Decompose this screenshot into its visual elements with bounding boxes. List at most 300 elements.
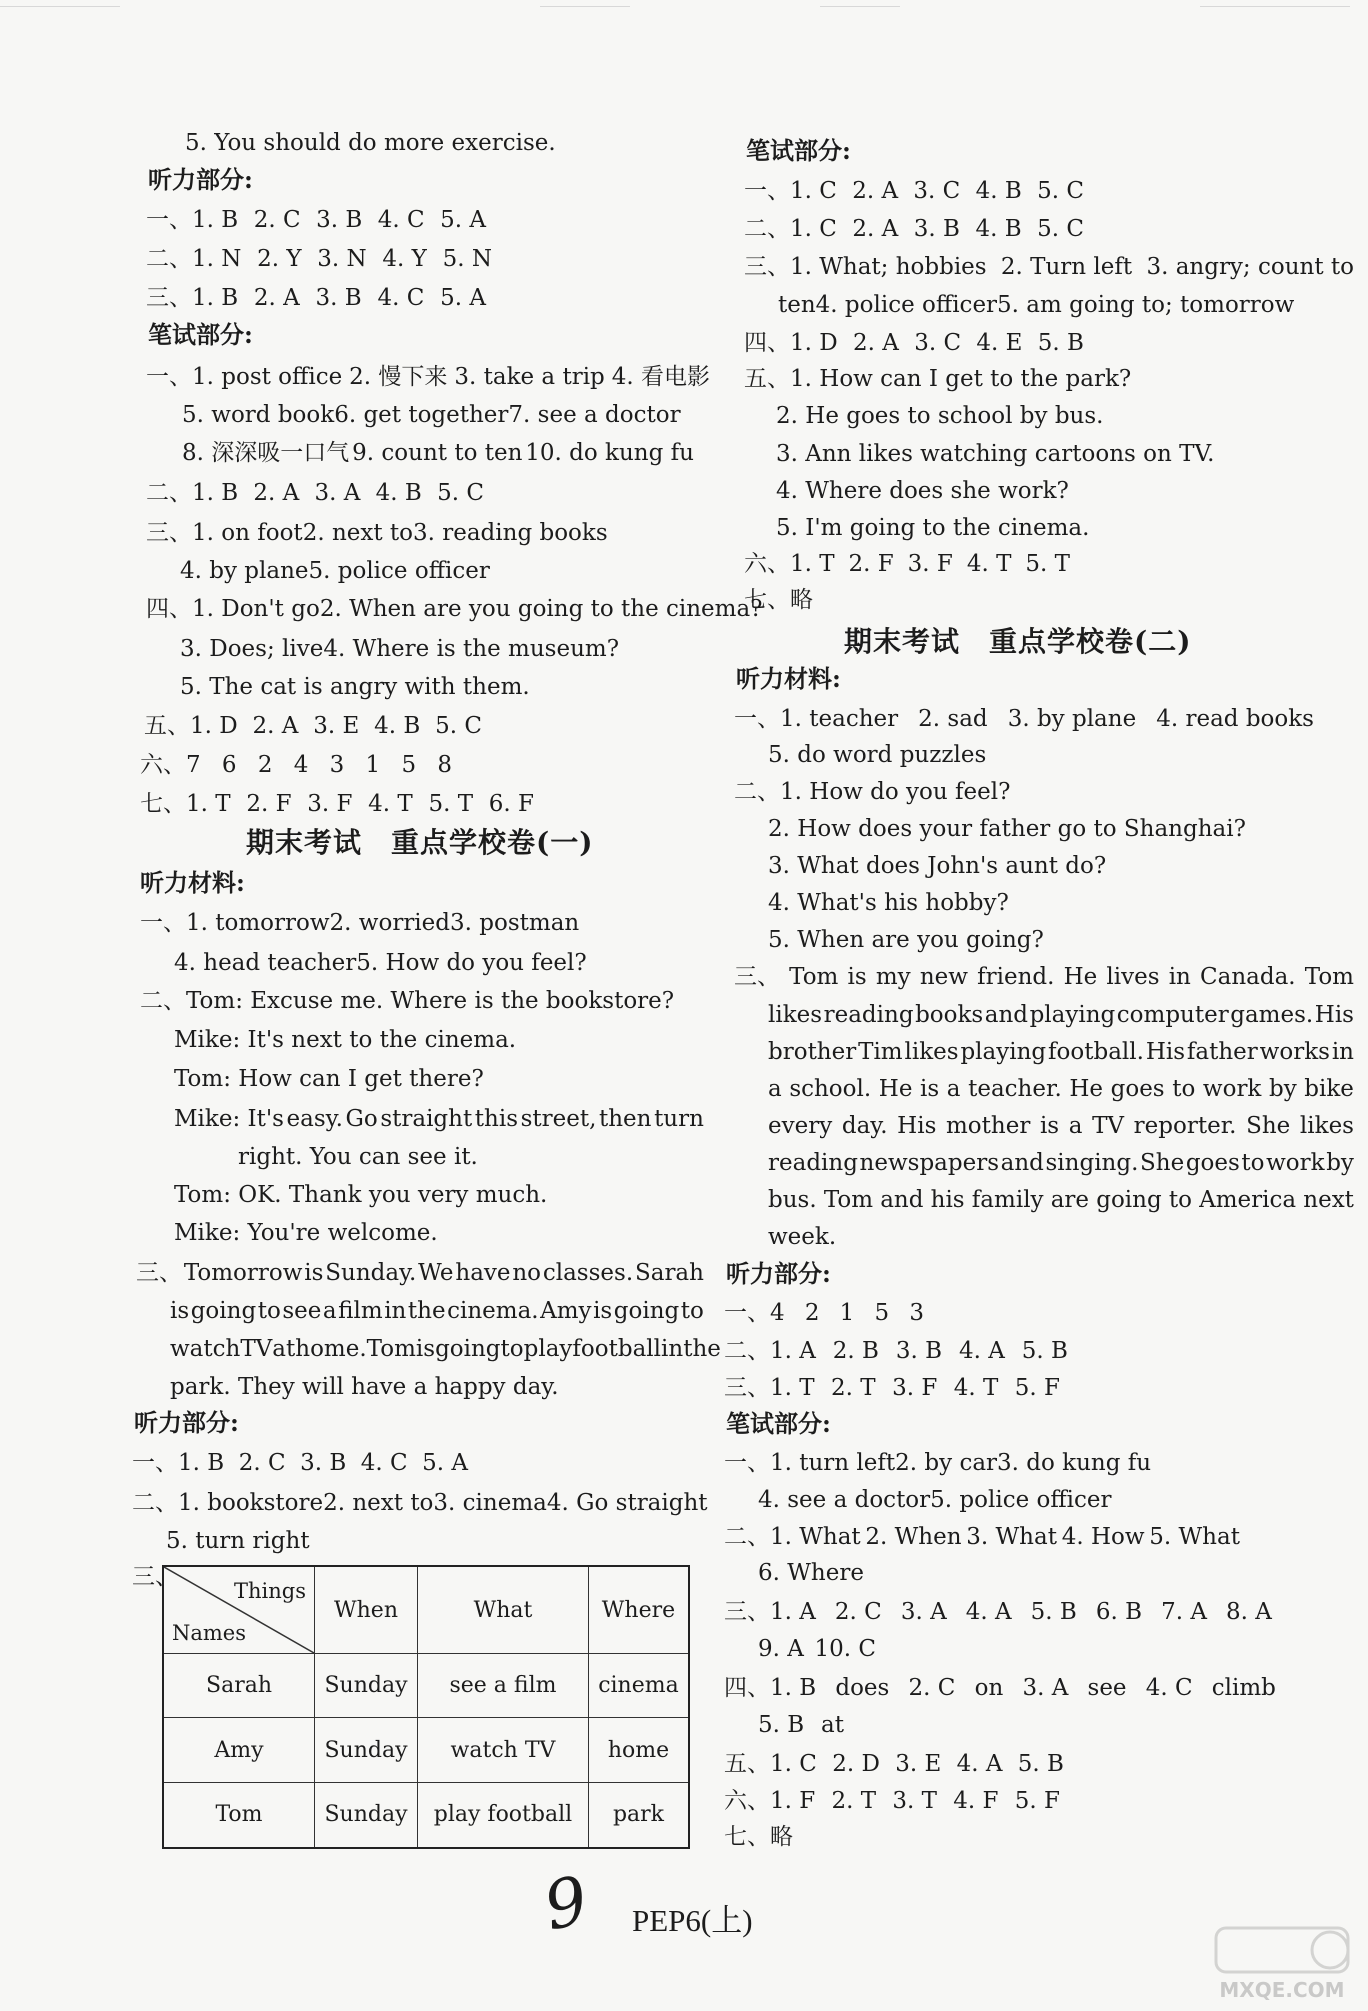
answer-line: 5. I'm going to the cinema. bbox=[776, 515, 1090, 541]
text-segment: 一、1. post office bbox=[146, 364, 343, 390]
text-segment: 3. T bbox=[892, 1788, 937, 1814]
table-row bbox=[163, 1718, 689, 1782]
text-segment: goes bbox=[1185, 1150, 1240, 1176]
passage-line bbox=[768, 1000, 1354, 1030]
text-segment: 4. E bbox=[976, 330, 1023, 356]
text-segment: to bbox=[1168, 1187, 1192, 1213]
dialogue-line: right. You can see it. bbox=[238, 1144, 478, 1170]
text-segment: friend. bbox=[977, 964, 1055, 990]
text-segment: Sunday. bbox=[325, 1260, 417, 1286]
text-segment: is bbox=[1039, 1113, 1060, 1139]
text-segment: this bbox=[474, 1106, 519, 1132]
text-segment: Mike: It's bbox=[174, 1106, 284, 1132]
text-segment: goes bbox=[1110, 1076, 1165, 1102]
text-segment: 4. F bbox=[953, 1788, 999, 1814]
table-row bbox=[163, 1654, 689, 1718]
watermark-logo-icon bbox=[1212, 1922, 1352, 1982]
text-segment: 5. C bbox=[437, 480, 484, 506]
text-segment: 4. A bbox=[956, 1751, 1003, 1777]
text-segment: on bbox=[974, 1675, 1004, 1701]
text-segment: in bbox=[1168, 964, 1191, 990]
answer-line: 七、略 bbox=[724, 1824, 793, 1850]
text-segment: 4. C bbox=[1145, 1675, 1193, 1701]
passage-line bbox=[768, 1111, 1354, 1141]
passage-line: week. bbox=[768, 1224, 837, 1250]
text-segment: is bbox=[304, 1260, 324, 1286]
answer-line bbox=[724, 1522, 1240, 1552]
text-segment: 1 bbox=[839, 1300, 855, 1326]
text-segment: 一、1. tomorrow bbox=[140, 910, 330, 936]
text-segment: my bbox=[875, 964, 911, 990]
answer-line bbox=[724, 1673, 1276, 1703]
text-segment: have bbox=[455, 1260, 511, 1286]
answer-line bbox=[146, 478, 484, 508]
text-segment: 三、1. What; hobbies bbox=[744, 254, 987, 280]
text-segment: turn bbox=[654, 1106, 704, 1132]
text-segment: a bbox=[946, 1076, 961, 1102]
text-segment: to bbox=[1241, 1150, 1265, 1176]
answer-line bbox=[144, 711, 482, 741]
text-segment: 五、1. D bbox=[144, 713, 238, 739]
text-segment: TV bbox=[1092, 1113, 1125, 1139]
dialogue-line: Tom: OK. Thank you very much. bbox=[174, 1182, 548, 1208]
answer-line bbox=[758, 1634, 876, 1664]
text-segment: 5. A bbox=[440, 207, 486, 233]
text-segment: 4. B bbox=[375, 480, 422, 506]
answer-line bbox=[724, 1597, 1272, 1627]
book-code: PEP6(上) bbox=[632, 1903, 753, 1938]
text-segment: his bbox=[930, 1187, 965, 1213]
text-segment: Tom bbox=[789, 964, 839, 990]
answer-line bbox=[146, 362, 710, 392]
answer-line bbox=[140, 908, 580, 938]
text-segment: at bbox=[821, 1712, 844, 1738]
text-segment: 3. cinema bbox=[433, 1490, 547, 1516]
text-segment: is bbox=[593, 1298, 613, 1324]
text-segment: 5. F bbox=[1014, 1375, 1060, 1401]
section-heading: 听力材料: bbox=[140, 868, 245, 897]
text-segment: 一、4 bbox=[724, 1300, 785, 1326]
text-segment: 4. police officer bbox=[815, 292, 998, 318]
text-segment: 5. F bbox=[1014, 1788, 1060, 1814]
text-segment: 二、1. A bbox=[724, 1338, 816, 1364]
text-segment: 7. see a doctor bbox=[508, 402, 681, 428]
text-segment: 3. C bbox=[914, 330, 962, 356]
text-segment: father bbox=[1186, 1039, 1258, 1065]
text-segment: 一、1. B bbox=[132, 1450, 225, 1476]
text-segment: 5. police officer bbox=[308, 558, 490, 584]
text-segment: a bbox=[1068, 1113, 1083, 1139]
answer-line: 七、略 bbox=[744, 587, 813, 613]
table-cell: play football bbox=[418, 1782, 589, 1848]
text-segment: 2. Turn left bbox=[1000, 254, 1133, 280]
text-segment: 3. F bbox=[907, 551, 953, 577]
table-cell: see a film bbox=[418, 1654, 589, 1718]
dialogue-line: Mike: You're welcome. bbox=[174, 1220, 438, 1246]
answer-line: 4. What's his hobby? bbox=[768, 890, 1009, 916]
text-segment: 4. by plane bbox=[180, 558, 309, 584]
column-header: Where bbox=[588, 1566, 689, 1654]
text-segment: 4. T bbox=[966, 551, 1012, 577]
text-segment: 3. B bbox=[913, 216, 960, 242]
section-heading: 笔试部分: bbox=[726, 1409, 831, 1438]
text-segment: a bbox=[322, 1298, 337, 1324]
text-segment: 3. angry; count to bbox=[1146, 254, 1354, 280]
text-segment: 5. am going to; tomorrow bbox=[997, 292, 1295, 318]
text-segment: 3. B bbox=[315, 285, 362, 311]
answer-line: 五、1. How can I get to the park? bbox=[744, 366, 1132, 392]
text-segment: 2. A bbox=[253, 480, 300, 506]
text-segment: by bbox=[1268, 1076, 1297, 1102]
text-segment: singing. bbox=[1045, 1150, 1139, 1176]
text-segment: 三、1. B bbox=[146, 285, 239, 311]
text-segment: 3. What bbox=[966, 1524, 1057, 1550]
table-cell: Tom bbox=[163, 1782, 315, 1848]
text-segment: football bbox=[572, 1336, 662, 1362]
answer-line bbox=[146, 594, 763, 624]
text-segment: newspapers bbox=[859, 1150, 1000, 1176]
text-segment: 4. 看电影 bbox=[611, 364, 710, 390]
text-segment: 6. F bbox=[488, 791, 534, 817]
text-segment: then bbox=[599, 1106, 652, 1132]
text-segment: playing bbox=[1029, 1002, 1116, 1028]
text-segment: 三、 bbox=[734, 964, 780, 990]
answer-line bbox=[734, 704, 1314, 734]
text-segment: home. bbox=[295, 1336, 367, 1362]
answer-line: 4. Where does she work? bbox=[776, 478, 1069, 504]
text-segment: 5. A bbox=[440, 285, 486, 311]
text-segment: straight bbox=[380, 1106, 473, 1132]
answer-line bbox=[146, 244, 492, 274]
answer-line bbox=[132, 1448, 468, 1478]
text-segment: 2. D bbox=[832, 1751, 880, 1777]
text-segment: Tim bbox=[858, 1039, 903, 1065]
column-header: When bbox=[315, 1566, 418, 1654]
text-segment: 一、1. teacher bbox=[734, 706, 899, 732]
text-segment: 4. B bbox=[975, 178, 1022, 204]
text-segment: 七、1. T bbox=[140, 791, 231, 817]
text-segment: His bbox=[1145, 1039, 1186, 1065]
text-segment: 10. C bbox=[814, 1636, 876, 1662]
text-segment: school. bbox=[789, 1076, 872, 1102]
text-segment: 4. C bbox=[377, 207, 425, 233]
text-segment: 5. T bbox=[428, 791, 474, 817]
text-segment: by bbox=[1326, 1150, 1354, 1176]
answer-line: 5. When are you going? bbox=[768, 927, 1044, 953]
table-row bbox=[163, 1782, 689, 1848]
text-segment: 五、1. C bbox=[724, 1751, 817, 1777]
text-segment: 六、1. F bbox=[724, 1788, 816, 1814]
answer-line bbox=[146, 283, 486, 313]
text-segment: 2. by car bbox=[895, 1450, 998, 1476]
text-segment: 8. A bbox=[1226, 1599, 1272, 1625]
text-segment: 4. T bbox=[953, 1375, 999, 1401]
text-segment: 3. C bbox=[913, 178, 961, 204]
passage-line: park. They will have a happy day. bbox=[170, 1374, 559, 1400]
answer-line: 3. Ann likes watching cartoons on TV. bbox=[776, 441, 1215, 467]
text-segment: 3. E bbox=[313, 713, 360, 739]
text-segment: 3. do kung fu bbox=[997, 1450, 1152, 1476]
text-segment: ten bbox=[778, 292, 816, 318]
answer-line bbox=[182, 438, 694, 468]
text-segment: 9. count to ten bbox=[352, 440, 523, 466]
answer-line bbox=[140, 789, 534, 819]
text-segment: 5. B bbox=[1017, 1751, 1064, 1777]
section-heading: 听力材料: bbox=[736, 664, 841, 693]
text-segment: 3. A bbox=[900, 1599, 947, 1625]
text-segment: 3. B bbox=[300, 1450, 347, 1476]
answer-line: 5. do word puzzles bbox=[768, 742, 987, 768]
text-segment: 5. C bbox=[1037, 178, 1084, 204]
answer-line bbox=[744, 252, 1354, 282]
text-segment: 5. C bbox=[435, 713, 482, 739]
text-segment: He bbox=[1063, 964, 1098, 990]
text-segment: 3. N bbox=[317, 246, 367, 272]
text-segment: 4. Where is the museum? bbox=[323, 636, 620, 662]
text-segment: to bbox=[500, 1336, 524, 1362]
text-segment: His bbox=[897, 1113, 937, 1139]
section-title: 期末考试 重点学校卷(一) bbox=[246, 826, 594, 859]
text-segment: 5. police officer bbox=[930, 1487, 1112, 1513]
text-segment: games. bbox=[1230, 1002, 1314, 1028]
text-segment: football. bbox=[1048, 1039, 1144, 1065]
text-segment: 5 bbox=[401, 752, 417, 778]
answer-line: 二、1. How do you feel? bbox=[734, 779, 1011, 805]
text-segment: a bbox=[768, 1076, 782, 1102]
schedule-table bbox=[162, 1565, 690, 1849]
text-segment: 3. E bbox=[895, 1751, 942, 1777]
text-segment: 5 bbox=[874, 1300, 890, 1326]
text-segment: lives bbox=[1106, 964, 1160, 990]
text-segment: likes bbox=[1299, 1113, 1354, 1139]
passage-line bbox=[768, 1037, 1354, 1067]
text-line: 5. The cat is angry with them. bbox=[180, 674, 530, 700]
text-segment: work bbox=[1202, 1076, 1262, 1102]
text-segment: 6. B bbox=[1095, 1599, 1143, 1625]
watermark-stamp bbox=[1212, 1922, 1352, 2002]
text-segment: Tomorrow bbox=[183, 1260, 303, 1286]
text-segment: She bbox=[1246, 1113, 1291, 1139]
text-segment: computer bbox=[1116, 1002, 1229, 1028]
text-segment: 1 bbox=[365, 752, 381, 778]
text-segment: playing bbox=[960, 1039, 1047, 1065]
text-segment: 4. C bbox=[377, 285, 425, 311]
answer-line bbox=[744, 549, 1070, 579]
answer-line bbox=[744, 328, 1084, 358]
answer-line bbox=[180, 634, 620, 664]
text-segment: 5. N bbox=[442, 246, 492, 272]
text-segment: 一、1. B bbox=[146, 207, 239, 233]
dialogue-line: 二、Tom: Excuse me. Where is the bookstore? bbox=[140, 988, 675, 1014]
text-segment: family bbox=[971, 1187, 1044, 1213]
text-segment: going bbox=[435, 1336, 501, 1362]
text-segment: the bbox=[683, 1336, 721, 1362]
text-segment: 2. next to bbox=[302, 520, 413, 546]
passage-line bbox=[170, 1296, 704, 1326]
answer-line bbox=[180, 556, 490, 586]
text-segment: Tom bbox=[823, 1187, 874, 1213]
text-segment: bus. bbox=[768, 1187, 817, 1213]
answer-line bbox=[724, 1749, 1064, 1779]
text-segment: is bbox=[920, 1076, 940, 1102]
text-segment: 3 bbox=[329, 752, 345, 778]
text-segment: 2. A bbox=[852, 178, 899, 204]
text-line: 5. You should do more exercise. bbox=[185, 130, 556, 156]
text-segment: 三、 bbox=[136, 1260, 182, 1286]
text-segment: He bbox=[878, 1076, 913, 1102]
section-heading: 听力部分: bbox=[134, 1408, 239, 1437]
text-segment: new bbox=[919, 964, 968, 990]
answer-line: 6. Where bbox=[758, 1560, 864, 1586]
text-segment: 3. B bbox=[316, 207, 363, 233]
text-segment: reporter. bbox=[1133, 1113, 1237, 1139]
text-segment: Tom bbox=[366, 1336, 416, 1362]
text-segment: is bbox=[847, 964, 867, 990]
dialogue-line: Tom: How can I get there? bbox=[174, 1066, 484, 1092]
answer-line bbox=[778, 290, 1295, 320]
text-segment: brother bbox=[768, 1039, 857, 1065]
text-segment: 3. postman bbox=[450, 910, 580, 936]
text-segment: 3. Does; live bbox=[180, 636, 324, 662]
text-segment: 2. F bbox=[848, 551, 894, 577]
table-cell: cinema bbox=[588, 1654, 689, 1718]
text-segment: reading bbox=[823, 1002, 914, 1028]
text-segment: 4. read books bbox=[1156, 706, 1314, 732]
text-segment: 2. sad bbox=[918, 706, 988, 732]
text-segment: film bbox=[338, 1298, 383, 1324]
text-segment: Canada. bbox=[1200, 964, 1296, 990]
text-segment: 二、1. bookstore bbox=[132, 1490, 324, 1516]
text-segment: 4. B bbox=[374, 713, 421, 739]
text-segment: 4. Go straight bbox=[546, 1490, 708, 1516]
text-segment: 2. Y bbox=[257, 246, 302, 272]
text-segment: 4. see a doctor bbox=[758, 1487, 931, 1513]
text-segment: in bbox=[384, 1298, 407, 1324]
table-cell: Sarah bbox=[163, 1654, 315, 1718]
text-segment: 9. A bbox=[758, 1636, 804, 1662]
text-segment: 5. B bbox=[758, 1712, 805, 1738]
text-segment: 3. F bbox=[307, 791, 353, 817]
text-segment: 3. A bbox=[314, 480, 361, 506]
text-segment: see bbox=[1087, 1675, 1127, 1701]
page-number: 9 bbox=[537, 1861, 595, 1946]
passage-line bbox=[768, 1074, 1354, 1104]
text-segment: 一、1. C bbox=[744, 178, 837, 204]
text-segment: to bbox=[257, 1298, 281, 1324]
text-segment: 2. T bbox=[831, 1788, 877, 1814]
text-segment: day. bbox=[841, 1113, 888, 1139]
text-segment: 4. B bbox=[975, 216, 1022, 242]
text-segment: 六、1. T bbox=[744, 551, 835, 577]
text-segment: 4. A bbox=[958, 1338, 1005, 1364]
text-segment: 4. T bbox=[368, 791, 413, 817]
text-segment: at bbox=[272, 1336, 296, 1362]
answer-line: 2. He goes to school by bus. bbox=[776, 403, 1104, 429]
answer-line bbox=[758, 1710, 844, 1740]
text-segment: We bbox=[418, 1260, 454, 1286]
text-segment: 二、1. What bbox=[724, 1524, 861, 1550]
answer-line bbox=[724, 1336, 1068, 1366]
text-segment: no bbox=[512, 1260, 542, 1286]
corner-label-names: Names bbox=[172, 1621, 247, 1645]
text-segment: 2 bbox=[804, 1300, 820, 1326]
text-segment: 4. A bbox=[965, 1599, 1012, 1625]
text-segment: 3. reading books bbox=[412, 520, 608, 546]
text-segment: Tom bbox=[1304, 964, 1354, 990]
text-segment: 三、1. A bbox=[724, 1599, 816, 1625]
text-segment: going bbox=[1096, 1187, 1162, 1213]
text-segment: next bbox=[1303, 1187, 1354, 1213]
table-cell: Amy bbox=[163, 1718, 315, 1782]
text-segment: 2. C bbox=[834, 1599, 882, 1625]
text-segment: classes. bbox=[542, 1260, 634, 1286]
answer-line bbox=[724, 1373, 1060, 1403]
answer-line bbox=[146, 518, 608, 548]
text-segment: 6. get together bbox=[334, 402, 509, 428]
text-segment: 5. How do you feel? bbox=[356, 950, 587, 976]
text-segment: 二、1. B bbox=[146, 480, 239, 506]
text-segment: Amy bbox=[540, 1298, 592, 1324]
text-segment: 2. next to bbox=[323, 1490, 434, 1516]
text-segment: and bbox=[880, 1187, 924, 1213]
answer-line: 三、 bbox=[132, 1564, 178, 1590]
text-segment: 5. B bbox=[1030, 1599, 1077, 1625]
text-segment: 2. A bbox=[253, 285, 300, 311]
text-segment: is bbox=[170, 1298, 190, 1324]
text-segment: 2. A bbox=[853, 330, 899, 356]
dialogue-line bbox=[174, 1104, 704, 1134]
text-segment: 3 bbox=[909, 1300, 924, 1326]
corner-label-things: Things bbox=[234, 1579, 306, 1603]
text-segment: She bbox=[1140, 1150, 1185, 1176]
text-segment: 2. T bbox=[831, 1375, 876, 1401]
section-title: 期末考试 重点学校卷(二) bbox=[844, 625, 1192, 658]
text-segment: 5. B bbox=[1021, 1338, 1068, 1364]
text-segment: America bbox=[1199, 1187, 1297, 1213]
text-segment: 6 bbox=[221, 752, 237, 778]
text-segment: going bbox=[190, 1298, 257, 1324]
answer-line bbox=[724, 1786, 1060, 1816]
text-segment: 5. B bbox=[1037, 330, 1084, 356]
dialogue-line: Mike: It's next to the cinema. bbox=[174, 1027, 517, 1053]
answer-line: 3. What does John's aunt do? bbox=[768, 853, 1107, 879]
table-cell: home bbox=[588, 1718, 689, 1782]
text-segment: watch bbox=[170, 1336, 241, 1362]
text-segment: 四、1. D bbox=[744, 330, 838, 356]
text-segment: 3. F bbox=[892, 1375, 938, 1401]
text-segment: 二、1. C bbox=[744, 216, 837, 242]
text-segment: the bbox=[407, 1298, 446, 1324]
text-segment: 2. C bbox=[253, 207, 301, 233]
text-segment: 5. word book bbox=[182, 402, 335, 428]
text-segment: likes bbox=[904, 1039, 959, 1065]
section-heading: 笔试部分: bbox=[148, 320, 253, 349]
text-segment: teacher. bbox=[968, 1076, 1062, 1102]
text-segment: and bbox=[984, 1002, 1029, 1028]
text-segment: 2. A bbox=[252, 713, 299, 739]
text-segment: play bbox=[523, 1336, 573, 1362]
text-segment: to bbox=[680, 1298, 704, 1324]
text-segment: TV bbox=[240, 1336, 273, 1362]
text-segment: does bbox=[835, 1675, 890, 1701]
answer-line bbox=[724, 1298, 924, 1328]
text-segment: likes bbox=[768, 1002, 823, 1028]
text-segment: 4. Y bbox=[382, 246, 427, 272]
watermark-text: MXQE.COM bbox=[1219, 1978, 1345, 2002]
text-segment: Sarah bbox=[634, 1260, 704, 1286]
text-segment: 2. A bbox=[852, 216, 899, 242]
answer-line: 2. How does your father go to Shanghai? bbox=[768, 816, 1246, 842]
